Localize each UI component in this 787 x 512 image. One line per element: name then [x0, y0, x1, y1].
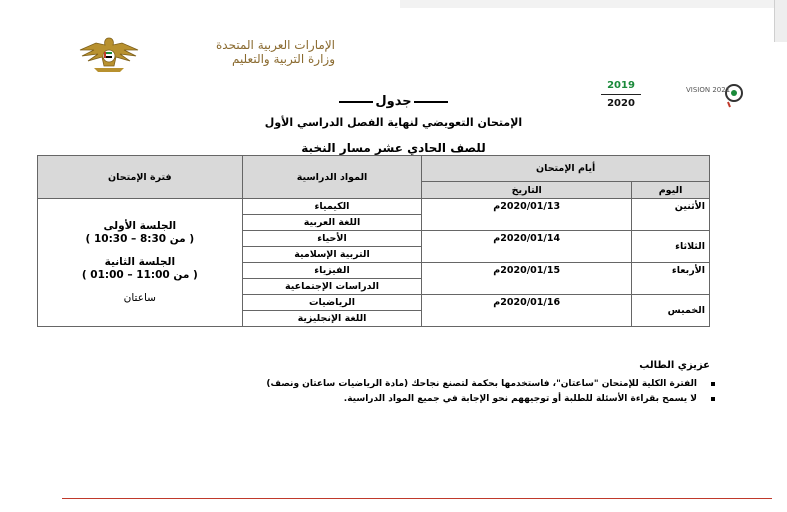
academic-year-end: 2020: [607, 98, 635, 109]
class-title: للصف الحادي عشر مسار النخبة: [301, 141, 486, 155]
academic-year-start: 2019: [607, 80, 635, 91]
exam-duration: ساعتان: [123, 292, 156, 305]
title-word: جدول: [375, 94, 412, 109]
page-title: [0, 94, 787, 109]
session1-time: ( من 8:30 – 10:30 ): [85, 232, 195, 245]
note-item: [115, 394, 715, 404]
note-text: لا يسمح بقراءة الأسئلة للطلبة أو توجيههم نحو الإجابة في جميع المواد الدراسية.: [343, 394, 697, 404]
date-cell: 2020/01/14م: [422, 231, 632, 263]
ministry-name: وزارة التربية والتعليم: [231, 52, 335, 66]
bullet-icon: [711, 397, 715, 401]
title-underline-right: [414, 101, 448, 103]
session2-label: الجلسة الثانية: [104, 255, 176, 268]
date-cell: 2020/01/13م: [422, 199, 632, 231]
day-cell: الثلاثاء: [632, 231, 710, 263]
bullet-icon: [711, 382, 715, 386]
uae-emblem-icon: [74, 34, 144, 74]
subject-cell: الرياضيات: [242, 295, 422, 311]
footer-divider: [62, 498, 772, 499]
session1-label: الجلسة الأولى: [103, 219, 177, 232]
exam-schedule-table: [37, 155, 710, 327]
header-exam-days: أيام الإمتحان: [422, 156, 710, 182]
subject-cell: التربية الإسلامية: [242, 247, 422, 263]
ministry-country-name: الإمارات العربية المتحدة: [216, 38, 335, 52]
title-underline-left: [339, 101, 373, 103]
subject-cell: اللغة العربية: [242, 215, 422, 231]
exam-title: الإمتحان التعويضي لنهاية الفصل الدراسي الأول: [264, 116, 523, 129]
subject-cell: الأحياء: [242, 231, 422, 247]
date-cell: 2020/01/16م: [422, 295, 632, 327]
notes-title: عزيزي الطالب: [639, 360, 710, 371]
header-day: اليوم: [632, 182, 710, 199]
header-period: فترة الإمتحان: [38, 156, 243, 199]
page-top-strip: [400, 0, 787, 8]
header-subjects: المواد الدراسية: [242, 156, 422, 199]
day-cell: الأثنين: [632, 199, 710, 231]
session2-time: ( من 11:00 – 01:00 ): [81, 269, 198, 282]
day-cell: الخميس: [632, 295, 710, 327]
subject-cell: الدراسات الإجتماعية: [242, 279, 422, 295]
vision-logo-text: VISION 2021: [686, 86, 731, 94]
subject-cell: الفيزياء: [242, 263, 422, 279]
header-date: التاريخ: [422, 182, 632, 199]
day-cell: الأربعاء: [632, 263, 710, 295]
note-text: الفترة الكلية للإمتحان "ساعتان"، فاستخدمها بحكمة لتصنع نجاحك (مادة الرياضيات ساعتان ونصف): [266, 379, 697, 389]
page-corner-fold: [774, 0, 787, 42]
subject-cell: الكيمياء: [242, 199, 422, 215]
exam-period-cell: [38, 199, 243, 327]
date-cell: 2020/01/15م: [422, 263, 632, 295]
note-item: [115, 379, 715, 389]
subject-cell: اللغة الإنجليزية: [242, 311, 422, 327]
